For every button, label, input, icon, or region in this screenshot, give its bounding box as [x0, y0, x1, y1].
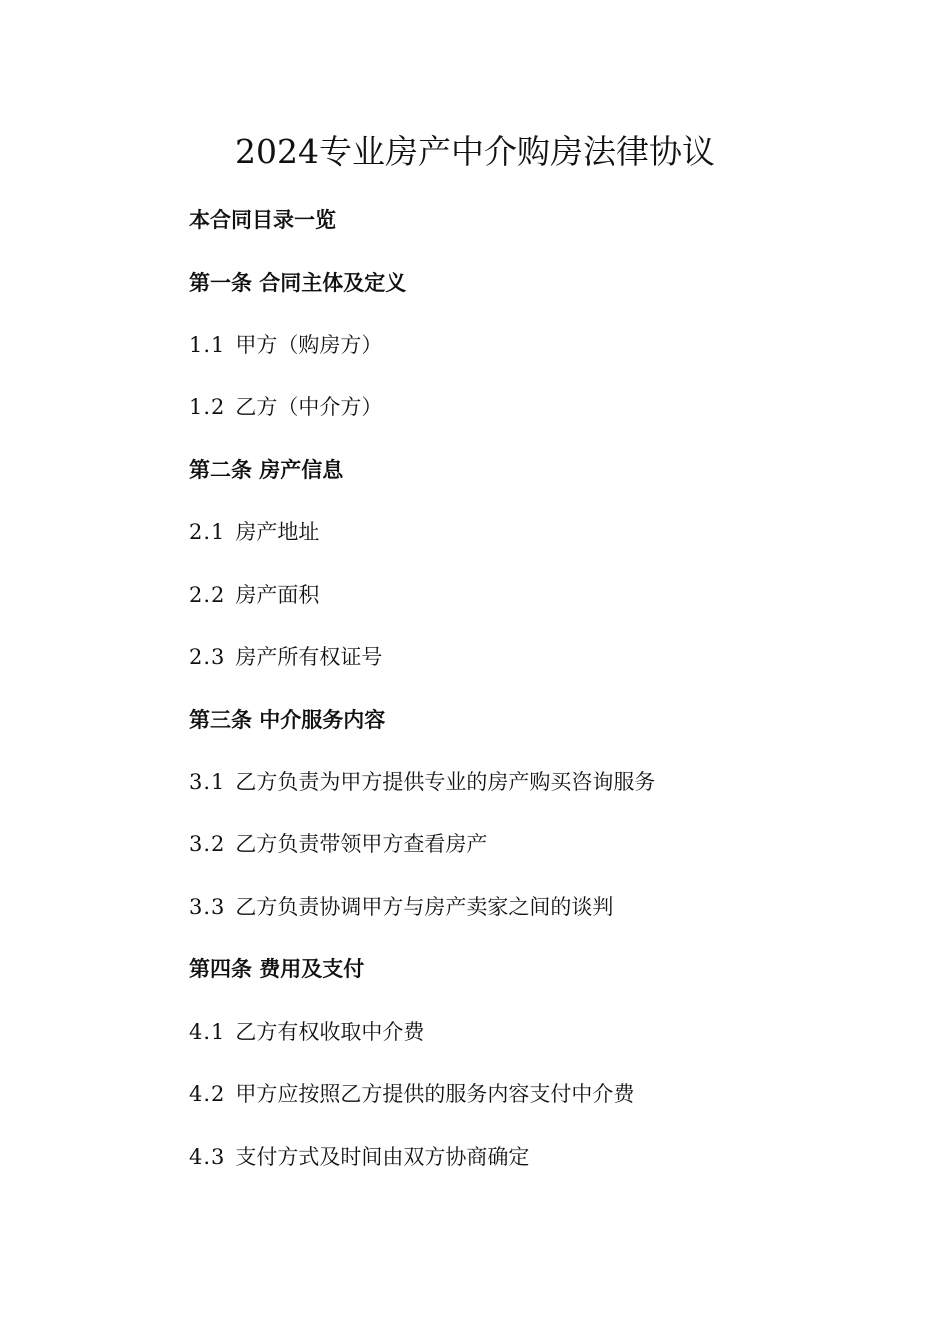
section-heading: 第二条 房产信息	[189, 457, 344, 482]
item-text: 乙方负责协调甲方与房产卖家之间的谈判	[235, 895, 614, 919]
item-number: 2.1	[189, 520, 226, 544]
toc-item	[189, 1079, 634, 1109]
item-text: 乙方（中介方）	[235, 395, 383, 419]
item-number: 3.3	[189, 895, 226, 919]
item-text: 支付方式及时间由双方协商确定	[235, 1145, 530, 1169]
toc-item	[189, 892, 613, 922]
item-number: 3.1	[189, 770, 226, 794]
toc-item	[189, 392, 382, 422]
item-number: 4.1	[189, 1020, 226, 1044]
item-text: 房产所有权证号	[235, 645, 383, 669]
item-text: 房产地址	[235, 520, 320, 544]
toc-heading: 本合同目录一览	[189, 207, 336, 232]
item-number: 2.3	[189, 645, 226, 669]
section-heading: 第一条 合同主体及定义	[189, 270, 407, 295]
item-text: 乙方负责带领甲方查看房产	[235, 832, 488, 856]
item-text: 甲方（购房方）	[235, 333, 383, 357]
item-number: 1.2	[189, 395, 226, 419]
toc-item	[189, 1017, 424, 1047]
item-text: 乙方负责为甲方提供专业的房产购买咨询服务	[235, 770, 656, 794]
item-number: 4.3	[189, 1145, 226, 1169]
toc-item	[189, 330, 382, 360]
document-title: 2024专业房产中介购房法律协议	[235, 132, 715, 171]
section-heading: 第三条 中介服务内容	[189, 707, 386, 732]
toc-item	[189, 1142, 529, 1172]
item-text: 甲方应按照乙方提供的服务内容支付中介费	[235, 1082, 635, 1106]
item-number: 3.2	[189, 832, 226, 856]
item-text: 房产面积	[235, 583, 320, 607]
toc-item	[189, 642, 382, 672]
item-number: 1.1	[189, 333, 226, 357]
toc-item	[189, 580, 319, 610]
item-number: 2.2	[189, 583, 226, 607]
toc-item	[189, 517, 319, 547]
item-text: 乙方有权收取中介费	[235, 1020, 425, 1044]
section-heading: 第四条 费用及支付	[189, 956, 365, 981]
toc-item	[189, 829, 487, 859]
item-number: 4.2	[189, 1082, 226, 1106]
toc-item	[189, 767, 655, 797]
